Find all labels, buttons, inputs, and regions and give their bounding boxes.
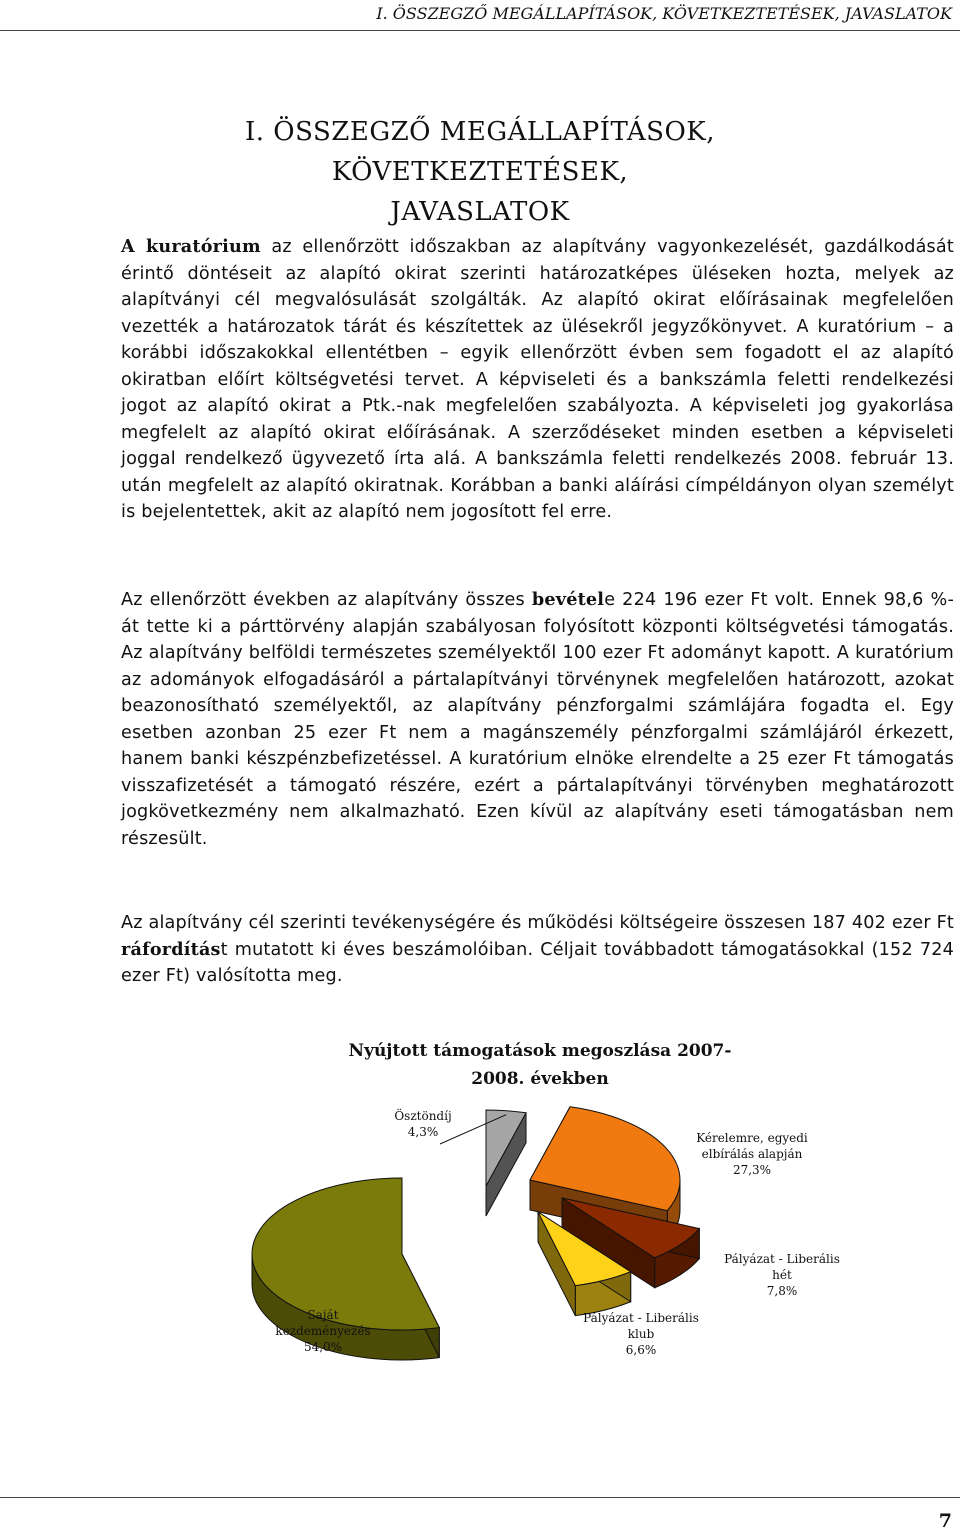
- bold-term-kuratorium: A kuratórium: [121, 236, 261, 257]
- slice-label-liberalis-het-value: 7,8%: [766, 1284, 798, 1298]
- chart-title-line1: Nyújtott támogatások megoszlása 2007-: [348, 1041, 732, 1061]
- slice-label-osztondij-name: Ösztöndíj: [394, 1109, 452, 1123]
- slice-label-liberalis-klub: [573, 1310, 709, 1358]
- slice-label-liberalis-het-name1: Pályázat - Liberális: [724, 1252, 840, 1266]
- paragraph-bevetel: [121, 587, 954, 852]
- paragraph-kuratorium: [121, 234, 954, 526]
- header-divider: [0, 30, 960, 31]
- slice-label-osztondij-value: 4,3%: [407, 1125, 439, 1139]
- paragraph-bevetel-text-end: e 224 196 ezer Ft volt. Ennek 98,6 %-át tette ki a párttörvény alapján szabályosan folyósított központi költségvetési támogatás. Az alapítvány belföldi természetes személyektől 100 ezer Ft adományt kapott. A kuratórium az adományok elfogadásáról a pártalapítványi törvénynek megfelelően határozott, azokat beazonosítható személyektől, az alapítvány pénzforgalmi számlájára fogadta el. Egy esetben azonban 25 ezer Ft nem a magánszemély pénzforgalmi számlájáról érkezett, hanem banki készpénzbefizetéssel. A kuratórium elnöke elrendelte a 25 ezer Ft támogatás visszafizetését a támogató részére, ezért a pártalapítványi törvényben meghatározott jogkövetkezmény nem alkalmazható. Ezen kívül az alapítvány eseti támogatásban nem részesült.: [121, 590, 954, 849]
- page-title-line1: I. ÖSSZEGZŐ MEGÁLLAPÍTÁSOK, KÖVETKEZTETÉSEK,: [245, 117, 715, 187]
- slice-label-kerelemre-name2: elbírálás alapján: [701, 1147, 803, 1161]
- slice-label-liberalis-het-name2: hét: [772, 1268, 792, 1282]
- slice-label-liberalis-klub-name1: Pályázat - Liberális: [583, 1311, 699, 1325]
- slice-label-kerelemre: [690, 1130, 814, 1178]
- slice-label-kerelemre-value: 27,3%: [732, 1163, 772, 1177]
- running-header: I. ÖSSZEGZŐ MEGÁLLAPÍTÁSOK, KÖVETKEZTETÉSEK, JAVASLATOK: [376, 4, 952, 23]
- page-number: 7: [938, 1510, 952, 1532]
- paragraph-raforditas-text-start: Az alapítvány cél szerinti tevékenységére és működési költségeire összesen 187 402 ezer Ft: [121, 913, 954, 933]
- paragraph-kuratorium-text: az ellenőrzött időszakban az alapítvány vagyonkezelését, gazdálkodását érintő döntéseit az alapító okirat szerinti határozatképes üléseken hozta, melyek az alapítványi cél megvalósulását szolgálták. Az alapító okirat előírásainak megfelelően vezették a határozatok tárát és készítettek az ülésekről jegyzőkönyvet. A kuratórium – a korábbi időszakokkal ellentétben – egyik ellenőrzött évben sem fogadott el az alapító okiratban előírt költségvetési tervet. A képviseleti és a bankszámla feletti rendelkezési jogot az alapító okirat a Ptk.-nak megfelelően szabályozta. A képviseleti jog gyakorlása megfelelt az alapító okirat előírásának. A szerződéseket minden esetben a képviseleti joggal rendelkező ügyvezető írta alá. A bankszámla feletti rendelkezés 2008. február 13. után megfelelt az alapító okiratnak. Korábban a banki aláírási címpéldányon olyan személyt is bejelentettek, akit az alapító nem jogosított fel erre.: [121, 237, 954, 522]
- pie-chart: [0, 1080, 960, 1380]
- slice-label-sajat-value: 54,0%: [303, 1340, 343, 1354]
- page-title: [110, 112, 850, 232]
- paragraph-bevetel-text-start: Az ellenőrzött években az alapítvány összes: [121, 590, 532, 610]
- bold-term-bevetel: bevétel: [531, 589, 605, 610]
- slice-label-liberalis-het: [714, 1251, 850, 1299]
- slice-label-osztondij: [380, 1108, 466, 1140]
- page-title-line2: JAVASLATOK: [390, 197, 570, 227]
- slice-label-kerelemre-name1: Kérelemre, egyedi: [696, 1131, 808, 1145]
- slice-label-sajat: [268, 1307, 378, 1355]
- chart-title-line2: 2008. években: [471, 1069, 609, 1089]
- slice-label-liberalis-klub-name2: klub: [627, 1327, 655, 1341]
- paragraph-raforditas: [121, 910, 954, 990]
- bold-term-raforditas: ráfordítás: [121, 938, 221, 960]
- paragraph-raforditas-text-end: t mutatott ki éves beszámolóiban. Céljait továbbadott támogatásokkal (152 724 ezer Ft) valósította meg.: [121, 939, 954, 986]
- slice-label-liberalis-klub-value: 6,6%: [625, 1343, 657, 1357]
- slice-label-sajat-name1: Saját: [307, 1308, 339, 1322]
- footer-divider: [0, 1497, 960, 1498]
- slice-label-sajat-name2: kezdeményezés: [275, 1324, 371, 1338]
